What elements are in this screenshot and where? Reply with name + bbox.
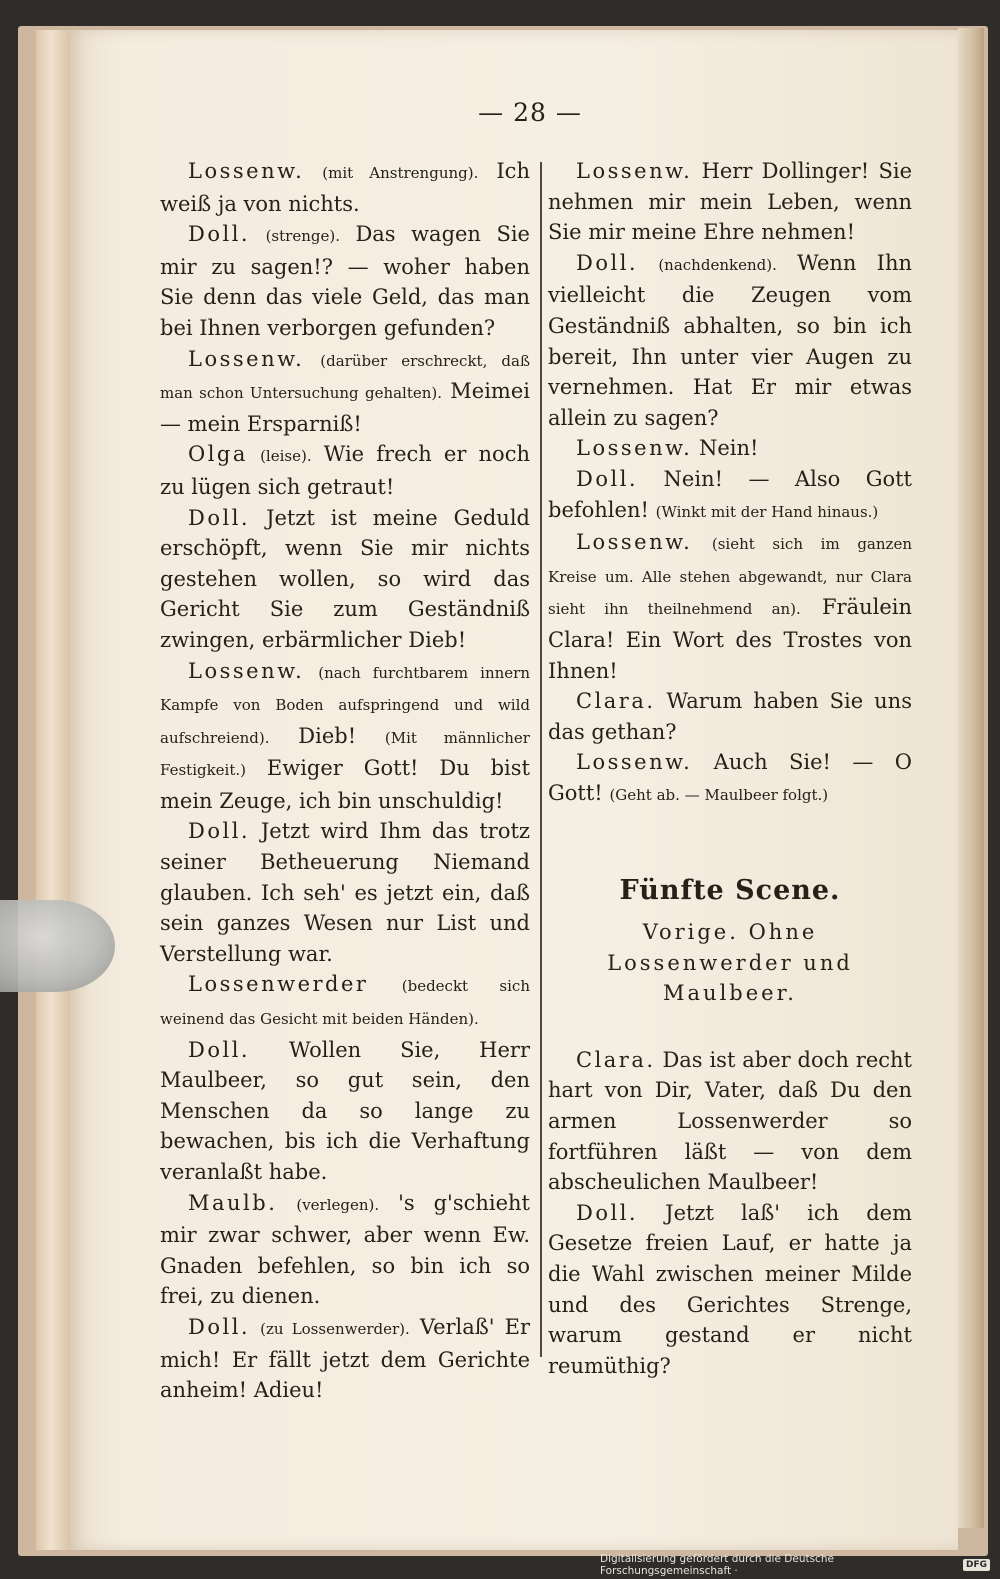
stage-direction: (mit Anstrengung). xyxy=(322,164,479,182)
speech-paragraph xyxy=(160,656,530,817)
speech-paragraph xyxy=(160,156,530,219)
speaker-name: Doll. xyxy=(188,1314,251,1339)
digitization-footer xyxy=(600,1553,990,1577)
speech-text: Wie frech er noch zu lügen sich getraut! xyxy=(160,442,530,499)
speech-text: Wenn Ihn vielleicht die Zeugen vom Geständniß abhalten, so bin ich bereit, Ihn unter vier Augen zu vernehmen. Hat Er mir etwas allein zu sagen? xyxy=(548,250,912,430)
speaker-name: Clara. xyxy=(576,689,656,714)
speech-paragraph xyxy=(548,1198,912,1382)
speech-paragraph xyxy=(548,156,912,248)
speaker-name: Lossenwerder xyxy=(188,972,369,997)
stage-direction: (Mit männlicher Festigkeit.) xyxy=(160,728,530,780)
speaker-name: Doll. xyxy=(576,466,639,491)
footer-text: Digitalisierung gefördert durch die Deutsche Forschungsgemeinschaft · xyxy=(600,1553,834,1577)
speech-text: Warum haben Sie uns das gethan? xyxy=(548,689,912,744)
speaker-name: Lossenw. xyxy=(188,346,305,371)
speech-text: Ewiger Gott! Du bist mein Zeuge, ich bin unschuldig! xyxy=(160,756,530,813)
page-fore-edge xyxy=(958,28,984,1528)
speech-text: Das ist aber doch recht hart von Dir, Vater, daß Du den armen Lossenwerder so fortführen läßt — von dem abscheulichen Maulbeer! xyxy=(548,1047,912,1195)
stage-direction: (nachdenkend). xyxy=(658,255,777,274)
scene-persons: Vorige. Ohne Lossenwerder und Maulbeer. xyxy=(607,920,853,1006)
stage-direction: (Winkt mit der Hand hinaus.) xyxy=(655,502,879,521)
speech-text: Herr Dollinger! Sie nehmen mir mein Leben, wenn Sie mir meine Ehre nehmen! xyxy=(548,159,912,245)
speech-paragraph xyxy=(548,464,912,527)
column-divider xyxy=(540,162,542,1357)
speech-text: Fräulein Clara! Ein Wort des Trostes von Ihnen! xyxy=(548,595,912,683)
speaker-name: Doll. xyxy=(188,505,251,530)
speaker-name: Maulb. xyxy=(188,1190,278,1215)
speech-text: Das wagen Sie mir zu sagen!? — woher haben Sie denn das viele Geld, das man bei Ihnen verborgen gefunden? xyxy=(160,222,530,340)
speaker-name: Doll. xyxy=(576,250,639,275)
right-column xyxy=(548,156,912,1381)
speech-paragraph xyxy=(160,1312,530,1406)
speaker-name: Lossenw. xyxy=(576,436,693,461)
speech-text: Nein! xyxy=(698,436,759,461)
speech-paragraph xyxy=(548,433,912,464)
speech-paragraph xyxy=(160,1035,530,1188)
speech-text: Nein! — Also Gott befohlen! xyxy=(548,466,912,522)
stage-direction: (zu Lossenwerder). xyxy=(260,1319,410,1338)
speaker-name: Lossenw. xyxy=(576,159,693,183)
speaker-name: Lossenw. xyxy=(576,750,693,775)
speech-paragraph xyxy=(548,686,912,747)
stage-direction: (darüber erschreckt, daß man schon Untersuchung gehalten). xyxy=(160,351,530,403)
stage-direction: (leise). xyxy=(260,447,312,466)
speech-text: Wollen Sie, Herr Maulbeer, so gut sein, den Menschen da so lange zu bewachen, bis ich die Verhaftung veranlaßt habe. xyxy=(160,1037,530,1184)
speech-text: Dieb! xyxy=(298,723,357,748)
left-column xyxy=(160,156,530,1406)
speech-paragraph xyxy=(160,1188,530,1312)
speech-text: Verlaß' Er mich! Er fällt jetzt dem Gerichte anheim! Adieu! xyxy=(160,1314,530,1403)
speech-paragraph xyxy=(160,816,530,969)
speech-paragraph xyxy=(160,344,530,440)
dfg-logo: DFG xyxy=(963,1559,990,1571)
page-gutter xyxy=(36,30,70,1550)
speech-text: Jetzt ist meine Geduld erschöpft, wenn Sie mir nichts gestehen wollen, so wird das Gericht Sie zum Geständniß zwingen, erbärmlicher Dieb! xyxy=(160,505,530,652)
speech-text: 's g'schieht mir zwar schwer, aber wenn Ew. Gnaden befehlen, so bin ich so frei, zu dienen. xyxy=(160,1190,530,1309)
speaker-name: Doll. xyxy=(188,819,251,844)
speech-text: Meimei— mein Ersparniß! xyxy=(160,379,530,436)
stage-direction: (nach furchtbarem innern Kampfe von Boden aufspringend und wild aufschreiend). xyxy=(160,663,530,747)
speech-paragraph xyxy=(160,219,530,343)
scanner-thumb xyxy=(0,900,115,992)
scene-heading: Fünfte Scene. xyxy=(619,875,841,907)
speech-paragraph xyxy=(548,1045,912,1198)
speech-paragraph xyxy=(548,248,912,434)
speaker-name: Lossenw. xyxy=(188,159,305,183)
stage-direction: (sieht sich im ganzen Kreise um. Alle stehen abgewandt, nur Clara sieht ihn theilnehmend an). xyxy=(548,535,912,619)
speech-text: Auch Sie! — O Gott! xyxy=(548,750,912,805)
speech-text: Jetzt wird Ihm das trotz seiner Betheuerung Niemand glauben. Ich seh' es jetzt ein, daß sein ganzes Wesen nur List und Verstellung war. xyxy=(160,819,530,966)
speech-paragraph xyxy=(160,969,530,1034)
speech-text: Jetzt laß' ich dem Gesetze freien Lauf, er hatte ja die Wahl zwischen meiner Milde und des Gerichtes Strenge, warum gestand er nicht reumüthig? xyxy=(548,1200,912,1378)
speaker-name: Lossenw. xyxy=(576,530,693,555)
speech-paragraph xyxy=(160,503,530,656)
stage-direction: (verlegen). xyxy=(296,1195,380,1214)
speaker-name: Doll. xyxy=(576,1200,639,1225)
speaker-name: Lossenw. xyxy=(188,658,305,683)
speaker-name: Clara. xyxy=(576,1047,656,1072)
speech-paragraph xyxy=(548,527,912,686)
stage-direction: (strenge). xyxy=(265,227,340,246)
speaker-name: Olga xyxy=(188,442,248,467)
page-number: — 28 — xyxy=(478,98,582,127)
stage-direction: (Geht ab. — Maulbeer folgt.) xyxy=(609,785,829,804)
stage-direction: (bedeckt sich weinend das Gesicht mit beiden Händen). xyxy=(160,977,530,1029)
speaker-name: Doll. xyxy=(188,222,251,247)
speech-text: Ich weiß ja von nichts. xyxy=(160,159,530,216)
speech-paragraph xyxy=(548,747,912,810)
speech-paragraph xyxy=(160,439,530,502)
speaker-name: Doll. xyxy=(188,1037,251,1062)
